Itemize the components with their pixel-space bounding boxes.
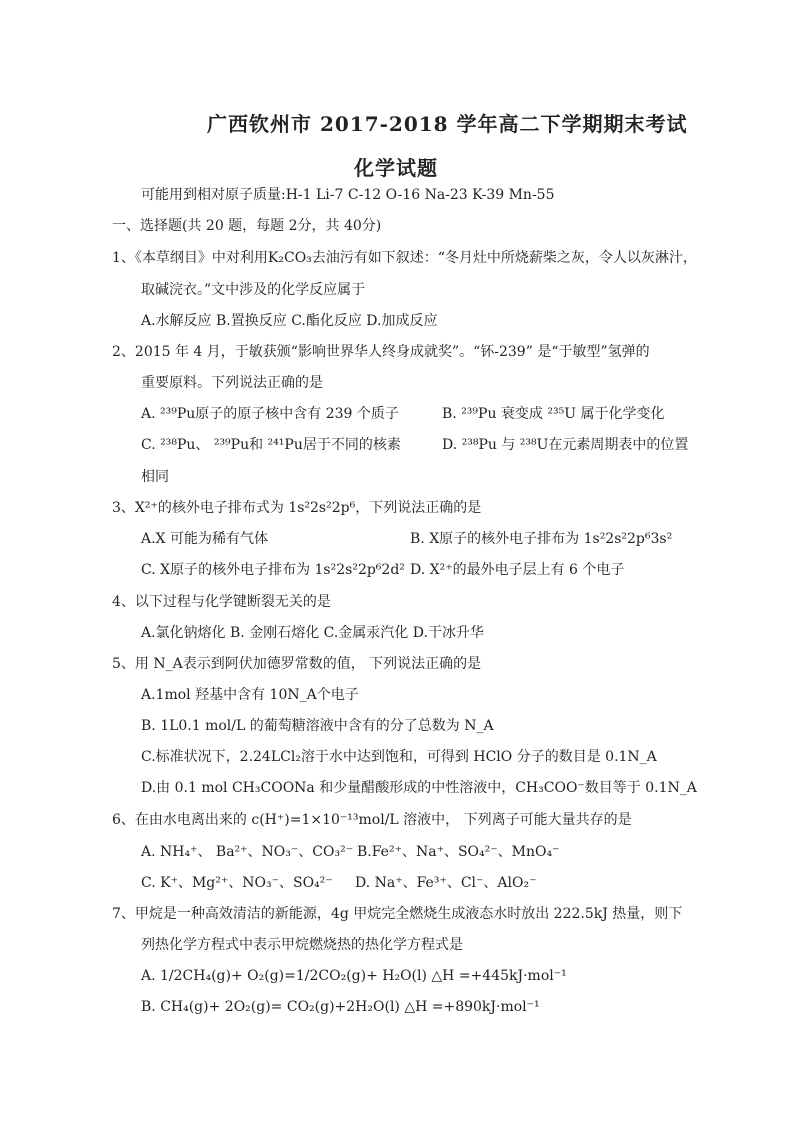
question-3-option-d: D. X²⁺的最外电子层上有 6 个电子 [410,562,625,578]
question-6-stem: 6、在由水电离出来的 c(H⁺)=1×10⁻¹³mol/L 溶液中， 下列离子可能大量共存的是 [112,812,632,828]
question-6-option-b: B.Fe²⁺、Na⁺、SO₄²⁻、MnO₄⁻ [357,844,560,860]
page-title: 广西钦州市 2017-2018 学年高二下学期期末考试 [207,112,688,136]
question-6-option-d: D. Na⁺、Fe³⁺、Cl⁻、AlO₂⁻ [355,875,537,891]
section-heading: 一、选择题(共 20 题，每题 2分，共 40分) [112,218,382,234]
question-1-options: A.水解反应 B.置换反应 C.酯化反应 D.加成反应 [141,313,438,329]
question-2-option-d: D. ²³⁸Pu 与 ²³⁸U在元素周期表中的位置 [442,437,689,453]
question-5-option-c: C.标准状况下，2.24LCl₂溶于水中达到饱和，可得到 HClO 分子的数目是 0.1N_A [141,749,657,765]
question-2-stem: 2、2015 年 4 月，于敏获颁“影响世界华人终身成就奖”。“钚-239” 是“于敏型”氢弹的 [112,344,650,360]
question-2-stem: 重要原料。下列说法正确的是 [141,375,323,391]
question-3-option-a: A.X 可能为稀有气体 [141,531,268,547]
atomic-mass-note: 可能用到相对原子质量:H-1 Li-7 C-12 O-16 Na-23 K-39 Mn-55 [141,187,555,203]
question-1-stem: 1、《本草纲目》中对利用K₂CO₃去油污有如下叙述：“冬月灶中所烧薪柴之灰，令人以灰淋汁， [112,250,697,266]
question-2-option-d: 相同 [141,469,169,485]
question-6-option-c: C. K⁺、Mg²⁺、NO₃⁻、SO₄²⁻ [141,875,333,891]
question-3-stem: 3、X²⁺的核外电子排布式为 1s²2s²2p⁶，下列说法正确的是 [112,500,482,516]
question-2-option-a: A. ²³⁹Pu原子的原子核中含有 239 个质子 [141,406,399,422]
question-3-option-b: B. X原子的核外电子排布为 1s²2s²2p⁶3s² [410,531,673,547]
question-4-options: A.氯化钠熔化 B. 金刚石熔化 C.金属汞汽化 D.干冰升华 [141,625,484,641]
question-5-option-d: D.由 0.1 mol CH₃COONa 和少量醋酸形成的中性溶液中，CH₃COO⁻数目等于 0.1N_A [141,780,697,796]
question-5-stem: 5、用 N_A表示到阿伏加德罗常数的值， 下列说法正确的是 [112,656,482,672]
question-5-option-a: A.1mol 羟基中含有 10N_A个电子 [141,687,359,703]
question-1-stem: 取碱浣衣。”文中涉及的化学反应属于 [141,282,366,298]
question-7-option-a: A. 1/2CH₄(g)+ O₂(g)=1/2CO₂(g)+ H₂O(l) △H =+445kJ·mol⁻¹ [141,968,567,984]
question-4-stem: 4、以下过程与化学键断裂无关的是 [112,594,331,610]
question-6-option-a: A. NH₄⁺、 Ba²⁺、NO₃⁻、CO₃²⁻ [141,844,354,860]
question-7-stem: 7、甲烷是一种高效清洁的新能源，4g 甲烷完全燃烧生成液态水时放出 222.5kJ 热量，则下 [112,906,683,922]
question-2-option-b: B. ²³⁹Pu 衰变成 ²³⁵U 属于化学变化 [442,406,665,422]
question-3-option-c: C. X原子的核外电子排布为 1s²2s²2p⁶2d² [141,562,405,578]
question-7-stem: 列热化学方程式中表示甲烷燃烧热的热化学方程式是 [141,937,463,953]
page-subtitle: 化学试题 [354,156,438,180]
question-5-option-b: B. 1L0.1 mol/L 的葡萄糖溶液中含有的分了总数为 N_A [141,718,494,734]
question-7-option-b: B. CH₄(g)+ 2O₂(g)= CO₂(g)+2H₂O(l) △H =+890kJ·mol⁻¹ [141,999,540,1015]
question-2-option-c: C. ²³⁸Pu、 ²³⁹Pu和 ²⁴¹Pu居于不同的核素 [141,437,401,453]
